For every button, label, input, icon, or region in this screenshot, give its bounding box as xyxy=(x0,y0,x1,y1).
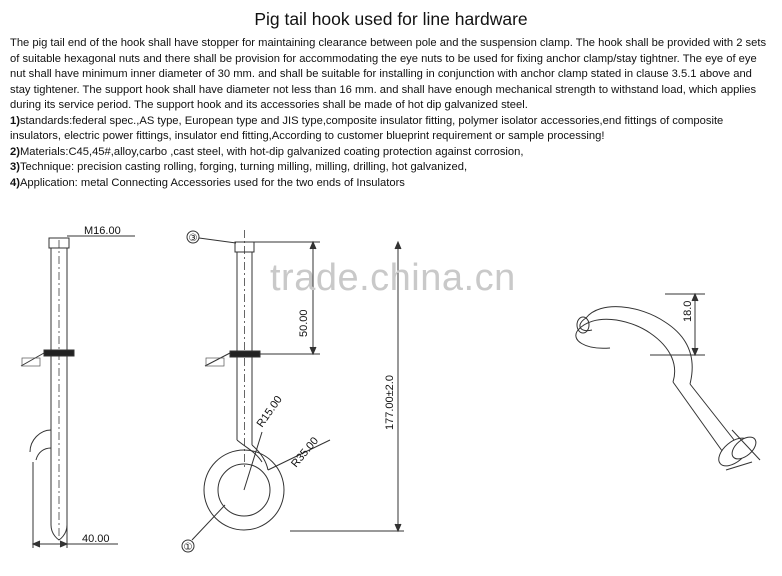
nut-tag-left xyxy=(22,358,40,366)
spec-text-2: Materials:C45,45#,alloy,carbo ,cast steel, with hot-dip galvanized coating protection against corrosion, xyxy=(19,145,524,158)
isometric-view-drawing xyxy=(576,294,760,471)
nut-tag-right xyxy=(206,358,224,366)
r15-label: R15.00 xyxy=(254,393,285,430)
r35-label: R35.00 xyxy=(289,435,322,470)
page-title: Pig tail hook used for line hardware xyxy=(254,9,528,29)
description-paragraph: The pig tail end of the hook shall have stopper for maintaining clearance between pole and the suspension clamp. The hook shall be provided with 2 sets of suitable hexagonal nuts and there shall be provision for accommodating the eye nuts to be used for fixing anchor clamp/stay tightner. The eye of eye nut shall have minimum inner diameter of 30 mm. and shall be suitable for installing in conjunction with anchor clamp stated in clause 3.5.1 above and stay tightener. The support hook shall have diameter not less than 16 mm. and shall have enough mechanical strength to withstand load, which applies during its service period. The support hook and its accessories shall be made of hot dip galvanized steel. xyxy=(10,37,767,111)
side-view-drawing xyxy=(21,236,135,548)
dim-18-label: 18.0 xyxy=(682,300,694,322)
spec-text-4: Application: metal Connecting Accessories used for the two ends of Insulators xyxy=(19,176,405,189)
dim-177-label: 177.00±2.0 xyxy=(384,375,396,430)
spec-text-1: standards:federal spec.,AS type, European type and JIS type,composite insulator fitting, polymer isolator accessories,end fittings of composite insulators, electric power fittings, insulator end fitting,According to customer blueprint requirement or sample processing! xyxy=(10,114,724,142)
spec-number-2: 2) xyxy=(10,145,20,158)
part-1-label: ① xyxy=(183,542,193,553)
m16-label: M16.00 xyxy=(84,225,121,237)
part-3-label: ③ xyxy=(188,233,198,244)
watermark: trade.china.cn xyxy=(270,257,516,299)
width-40-label: 40.00 xyxy=(82,533,110,545)
dim-50-label: 50.00 xyxy=(298,309,310,337)
spec-number-3: 3) xyxy=(10,161,20,173)
spec-text-3: Technique: precision casting rolling, forging, turning milling, milling, drilling, hot galvanized, xyxy=(19,161,468,173)
spec-number-4: 4) xyxy=(10,176,20,189)
spec-number-1: 1) xyxy=(10,114,20,127)
